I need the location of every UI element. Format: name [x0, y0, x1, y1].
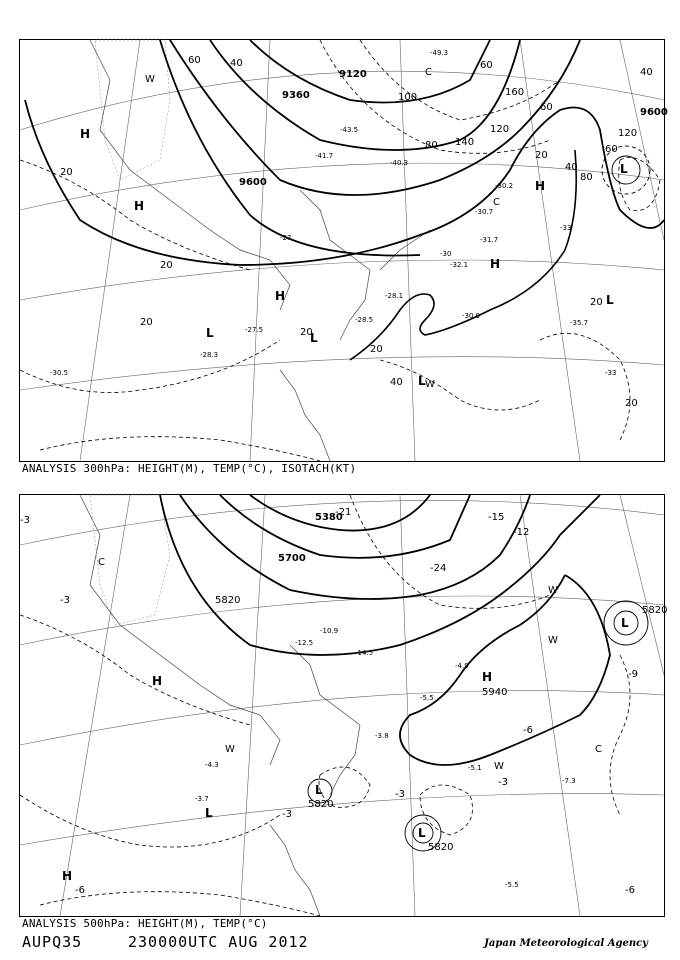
- high-center: H: [134, 199, 145, 213]
- high-center: H: [62, 869, 73, 883]
- cold-center: C: [425, 67, 432, 78]
- terrain-mask: [95, 40, 170, 180]
- temp-label: -30.5: [50, 369, 69, 377]
- temp-label: -4.9: [455, 662, 469, 670]
- height-label: 9120: [339, 69, 367, 80]
- temp-label: -49.3: [430, 49, 449, 57]
- temp-label: -33: [560, 224, 572, 232]
- temp-label: -5.5: [505, 881, 519, 889]
- height-label: 5820: [215, 595, 241, 606]
- height-label: 5380: [315, 512, 343, 523]
- warm-center: W: [145, 74, 155, 85]
- caption-300hpa: ANALYSIS 300hPa: HEIGHT(M), TEMP(°C), ISOTACH(KT): [22, 462, 357, 475]
- low-center: L: [205, 806, 213, 820]
- high-center: H: [535, 179, 546, 193]
- low-center: L: [621, 616, 629, 630]
- isotach-label: 100: [398, 92, 418, 103]
- low-center: L: [310, 331, 318, 345]
- temp-label: -30.9: [462, 312, 481, 320]
- isotach-label: 160: [505, 87, 525, 98]
- temp-label: -27: [280, 234, 292, 242]
- temp-label: -40.3: [390, 159, 409, 167]
- low-center: L: [315, 783, 323, 797]
- temp-label: -21: [335, 507, 352, 518]
- isotach-label: 80: [425, 140, 438, 151]
- isotach-label: 60: [540, 102, 553, 113]
- isotach-label: 40: [230, 58, 243, 69]
- temp-label: -30.7: [475, 208, 494, 216]
- temp-label: -3: [282, 809, 292, 820]
- warm-center: W: [494, 761, 504, 772]
- temp-label: -28.1: [385, 292, 404, 300]
- temp-label: -12: [513, 527, 530, 538]
- cold-center: C: [98, 557, 105, 568]
- temp-label: -28.5: [355, 316, 374, 324]
- temp-label: -30: [440, 250, 452, 258]
- height-label: 5820: [428, 842, 454, 853]
- map-300hpa: [19, 39, 668, 462]
- temp-label: -41.7: [315, 152, 334, 160]
- temp-label: -15: [488, 512, 505, 523]
- isotach-label: 40: [565, 162, 578, 173]
- high-center: H: [275, 289, 286, 303]
- isotach-label: 60: [605, 144, 618, 155]
- temp-label: -43.5: [340, 126, 359, 134]
- temp-label: -4.3: [205, 761, 219, 769]
- temp-label: -28.3: [200, 351, 219, 359]
- isotach-label: 20: [60, 167, 73, 178]
- temp-label: -6: [523, 725, 533, 736]
- high-center: H: [152, 674, 163, 688]
- height-contours: [160, 495, 610, 765]
- isotach-label: 20: [590, 297, 603, 308]
- map-500hpa-canvas: [20, 495, 668, 916]
- cold-center: C: [595, 744, 602, 755]
- isotach-label: 20: [300, 327, 313, 338]
- map-300hpa-canvas: [20, 40, 668, 461]
- temp-label: -9: [628, 669, 638, 680]
- warm-center: W: [425, 379, 435, 390]
- height-label: 5820: [308, 799, 334, 810]
- temp-label: -24: [430, 563, 447, 574]
- high-center: H: [80, 127, 91, 141]
- height-label: 9600: [640, 107, 668, 118]
- graticule: [20, 40, 664, 461]
- temp-label: -5.5: [420, 694, 434, 702]
- height-label: 5940: [482, 687, 508, 698]
- caption-500hpa: ANALYSIS 500hPa: HEIGHT(M), TEMP(°C): [22, 917, 268, 930]
- height-label: 5820: [642, 605, 668, 616]
- warm-center: W: [225, 744, 235, 755]
- temp-label: -3: [395, 789, 405, 800]
- low-center: L: [418, 374, 426, 388]
- temp-label: -3.7: [195, 795, 209, 803]
- low-center: L: [418, 826, 426, 840]
- isotach-label: 20: [535, 150, 548, 161]
- isotach-label: 20: [140, 317, 153, 328]
- high-center: H: [482, 670, 493, 684]
- isotach-label: 20: [625, 398, 638, 409]
- temp-label: -12.5: [295, 639, 314, 647]
- low-center: L: [620, 162, 628, 176]
- isotherms: [20, 495, 630, 916]
- isotach-label: 120: [490, 124, 510, 135]
- warm-center: W: [548, 635, 558, 646]
- map-500hpa: [19, 494, 668, 917]
- isotach-label: 20: [370, 344, 383, 355]
- temp-label: -31.7: [480, 236, 499, 244]
- isotach-label: 40: [390, 377, 403, 388]
- height-label: 9600: [239, 177, 267, 188]
- temp-label: -5.1: [468, 764, 482, 772]
- isotach-label: 80: [580, 172, 593, 183]
- low-center: L: [606, 293, 614, 307]
- temp-label: -33: [605, 369, 617, 377]
- temp-label: -7.3: [562, 777, 576, 785]
- temp-label: -35.7: [570, 319, 589, 327]
- high-center: H: [490, 257, 501, 271]
- isotach-label: 120: [618, 128, 638, 139]
- height-label: 5700: [278, 553, 306, 564]
- isotach-label: 40: [640, 67, 653, 78]
- temp-label: -27.5: [245, 326, 264, 334]
- height-label: 9360: [282, 90, 310, 101]
- temp-label: -14.5: [355, 649, 374, 657]
- temp-label: -3: [20, 515, 30, 526]
- isotach-label: 140: [455, 137, 475, 148]
- valid-time: 230000UTC AUG 2012: [128, 933, 309, 951]
- isotach-label: 60: [188, 55, 201, 66]
- temp-label: -3: [498, 777, 508, 788]
- temp-label: -30.2: [495, 182, 514, 190]
- warm-center: W: [548, 585, 558, 596]
- cold-center: C: [493, 197, 500, 208]
- temp-label: -3: [60, 595, 70, 606]
- chart-id: AUPQ35: [22, 933, 83, 951]
- temp-label: -3.8: [375, 732, 389, 740]
- agency-credit: Japan Meteorological Agency: [484, 938, 648, 949]
- isotach-label: 60: [480, 60, 493, 71]
- low-center: L: [206, 326, 214, 340]
- isotach-label: 20: [160, 260, 173, 271]
- temp-label: -32.1: [450, 261, 469, 269]
- coastlines: [80, 495, 360, 916]
- temp-label: -10.9: [320, 627, 339, 635]
- temp-label: -6: [625, 885, 635, 896]
- temp-label: -6: [75, 885, 85, 896]
